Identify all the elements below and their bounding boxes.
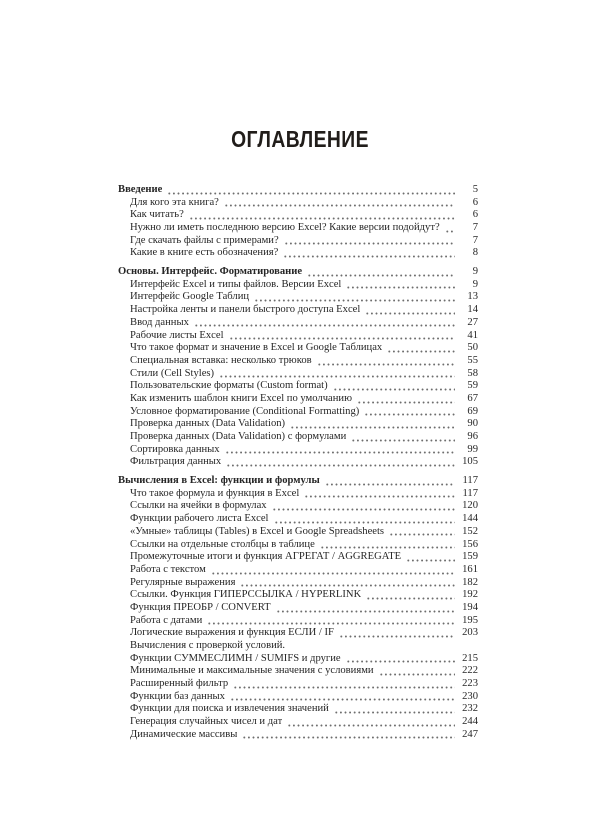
entry-title: Работа с датами (130, 614, 203, 626)
entry-title: Как изменить шаблон книги Excel по умолчанию (130, 392, 352, 404)
section-page-number: 117 (462, 475, 478, 487)
toc-entry (118, 678, 478, 691)
entry-title: Стили (Cell Styles) (130, 367, 215, 379)
dot-leader (224, 198, 455, 209)
toc-entry (118, 577, 478, 590)
entry-page-number: 120 (462, 500, 478, 512)
entry-title: Для кого эта книга? (130, 196, 219, 208)
entry-title: Функции баз данных (130, 690, 225, 702)
dot-leader (366, 591, 455, 602)
dot-leader (307, 268, 455, 279)
entry-title: Проверка данных (Data Validation) (130, 418, 286, 430)
toc-section (118, 266, 478, 469)
entry-page-number: 161 (462, 563, 478, 575)
dot-leader (290, 420, 455, 431)
dot-leader (364, 407, 455, 418)
entry-title: Специальная вставка: несколько трюков (130, 354, 312, 366)
toc-section-items (118, 488, 478, 742)
dot-leader (287, 718, 455, 729)
entry-page-number: 195 (462, 614, 478, 626)
entry-page-number: 223 (462, 678, 478, 690)
dot-leader (379, 667, 455, 678)
toc-section (118, 475, 478, 741)
toc-section-items (118, 197, 478, 260)
entry-title: Рабочие листы Excel (130, 329, 224, 341)
entry-page-number: 27 (467, 316, 478, 328)
toc-entry (118, 393, 478, 406)
dot-leader (226, 458, 455, 469)
entry-page-number: 9 (472, 278, 478, 290)
entry-title: Расширенный фильтр (130, 678, 229, 690)
toc-entry (118, 279, 478, 292)
entry-page-number: 152 (462, 525, 478, 537)
dot-leader (207, 616, 455, 627)
entry-page-number: 6 (472, 209, 478, 221)
dot-leader (346, 654, 455, 665)
toc-entry (118, 247, 478, 260)
entry-title: Вычисления с проверкой условий. (130, 640, 286, 652)
entry-page-number: 96 (467, 431, 478, 443)
toc-entry (118, 292, 478, 305)
entry-title: Функции рабочего листа Excel (130, 513, 269, 525)
entry-title: Интерфейс Excel и типы файлов. Версии Excel (130, 278, 342, 290)
entry-title: Нужно ли иметь последнюю версию Excel? Какие версии подойдут? (130, 222, 440, 234)
toc-entry (118, 513, 478, 526)
dot-leader (387, 344, 455, 355)
dot-leader (272, 502, 455, 513)
entry-title: Функции СУММЕСЛИМН / SUMIFS и другие (130, 652, 341, 664)
toc-entry (118, 444, 478, 457)
dot-leader (283, 249, 455, 260)
toc-entry (118, 501, 478, 514)
entry-page-number: 59 (467, 380, 478, 392)
entry-title: Логические выражения и функция ЕСЛИ / IF (130, 627, 334, 639)
entry-page-number: 41 (467, 329, 478, 341)
entry-title: Как читать? (130, 209, 184, 221)
entry-page-number: 117 (462, 487, 478, 499)
section-page-number: 9 (472, 266, 478, 278)
entry-title: Какие в книге есть обозначения? (130, 247, 279, 259)
toc-entry (118, 716, 478, 729)
dot-leader (274, 515, 456, 526)
entry-title: Что такое формула и функция в Excel (130, 487, 300, 499)
toc-section-items (118, 279, 478, 469)
toc-entry (118, 615, 478, 628)
entry-title: Минимальные и максимальные значения с условиями (130, 665, 374, 677)
entry-title: Промежуточные итоги и функция АГРЕГАТ / AGGREGATE (130, 551, 402, 563)
dot-leader (339, 629, 455, 640)
toc-entry (118, 564, 478, 577)
entry-page-number: 58 (467, 367, 478, 379)
entry-page-number: 194 (462, 601, 478, 613)
section-title: Вычисления в Excel: функции и формулы (118, 475, 320, 487)
toc-entry (118, 691, 478, 704)
entry-title: Ссылки. Функция ГИПЕРССЫЛКА / HYPERLINK (130, 589, 362, 601)
toc-entry (118, 704, 478, 717)
entry-page-number: 13 (467, 291, 478, 303)
toc-entry (118, 526, 478, 539)
toc-entry (118, 342, 478, 355)
section-title: Введение (118, 183, 163, 195)
toc-entry (118, 653, 478, 666)
entry-page-number: 159 (462, 551, 478, 563)
toc-entry (118, 317, 478, 330)
toc-entry (118, 589, 478, 602)
entry-page-number: 247 (462, 728, 478, 740)
dot-leader (254, 293, 455, 304)
entry-title: Сортировка данных (130, 443, 220, 455)
dot-leader (445, 224, 455, 235)
entry-title: Пользовательские форматы (Custom format) (130, 380, 328, 392)
dot-leader (219, 369, 455, 380)
dot-leader (242, 731, 455, 742)
toc-entry (118, 602, 478, 615)
toc-entry (118, 627, 478, 640)
dot-leader (334, 705, 455, 716)
entry-title: Функция ПРЕОБР / CONVERT (130, 601, 271, 613)
toc-entry (118, 197, 478, 210)
entry-page-number: 222 (462, 665, 478, 677)
dot-leader (365, 306, 455, 317)
dot-leader (406, 553, 455, 564)
dot-leader (230, 693, 455, 704)
toc (118, 184, 478, 742)
toc-section-header (118, 184, 478, 197)
entry-title: Ссылки на ячейки в формулах (130, 500, 267, 512)
entry-page-number: 192 (462, 589, 478, 601)
dot-leader (346, 281, 455, 292)
dot-leader (167, 186, 455, 197)
dot-leader (194, 319, 455, 330)
entry-page-number: 90 (467, 418, 478, 430)
toc-entry (118, 380, 478, 393)
dot-leader (211, 566, 455, 577)
entry-page-number: 99 (467, 443, 478, 455)
entry-page-number: 55 (467, 354, 478, 366)
toc-entry (118, 235, 478, 248)
toc-entry (118, 330, 478, 343)
entry-title: Регулярные выражения (130, 576, 236, 588)
entry-page-number: 144 (462, 513, 478, 525)
toc-section (118, 184, 478, 260)
entry-page-number: 244 (462, 716, 478, 728)
toc-entry (118, 456, 478, 469)
entry-title: Настройка ленты и панели быстрого доступа Excel (130, 304, 361, 316)
dot-leader (320, 540, 455, 551)
dot-leader (357, 395, 455, 406)
entry-page-number: 7 (472, 222, 478, 234)
toc-entry (118, 368, 478, 381)
dot-leader (233, 680, 455, 691)
toc-entry (118, 304, 478, 317)
toc-entry (118, 406, 478, 419)
dot-leader (240, 578, 455, 589)
dot-leader (333, 382, 455, 393)
toc-entry-wrap-line (118, 640, 478, 653)
toc-section-header (118, 475, 478, 488)
entry-title: «Умные» таблицы (Tables) в Excel и Google Spreadsheets (130, 525, 385, 537)
entry-title: Интерфейс Google Таблиц (130, 291, 250, 303)
dot-leader (304, 490, 455, 501)
entry-page-number: 232 (462, 703, 478, 715)
dot-leader (317, 357, 455, 368)
entry-page-number: 215 (462, 652, 478, 664)
section-title: Основы. Интерфейс. Форматирование (118, 266, 303, 278)
toc-entry (118, 431, 478, 444)
entry-page-number: 105 (462, 456, 478, 468)
entry-page-number: 203 (462, 627, 478, 639)
entry-page-number: 69 (467, 405, 478, 417)
toc-entry (118, 418, 478, 431)
entry-page-number: 50 (467, 342, 478, 354)
entry-page-number: 7 (472, 234, 478, 246)
dot-leader (284, 236, 455, 247)
page-title: ОГЛАВЛЕНИЕ (231, 126, 369, 152)
dot-leader (189, 211, 455, 222)
dot-leader (276, 604, 455, 615)
toc-entry (118, 729, 478, 742)
dot-leader (389, 528, 455, 539)
entry-title: Работа с текстом (130, 563, 206, 575)
entry-page-number: 6 (472, 196, 478, 208)
entry-title: Ссылки на отдельные столбцы в таблице (130, 538, 315, 550)
dot-leader (351, 433, 455, 444)
dot-leader (325, 477, 455, 488)
toc-entry (118, 539, 478, 552)
entry-title: Фильтрация данных (130, 456, 222, 468)
entry-page-number: 230 (462, 690, 478, 702)
dot-leader (229, 331, 455, 342)
toc-entry (118, 209, 478, 222)
entry-page-number: 67 (467, 392, 478, 404)
toc-entry (118, 355, 478, 368)
entry-title: Динамические массивы (130, 728, 238, 740)
entry-page-number: 8 (472, 247, 478, 259)
entry-page-number: 156 (462, 538, 478, 550)
entry-title: Функции для поиска и извлечения значений (130, 703, 329, 715)
entry-title: Условное форматирование (Conditional Formatting) (130, 405, 360, 417)
toc-section-header (118, 266, 478, 279)
toc-entry (118, 551, 478, 564)
entry-title: Что такое формат и значение в Excel и Google Таблицах (130, 342, 383, 354)
entry-title: Проверка данных (Data Validation) с формулами (130, 431, 347, 443)
entry-page-number: 14 (467, 304, 478, 316)
entry-title: Генерация случайных чисел и дат (130, 716, 283, 728)
section-page-number: 5 (472, 183, 478, 195)
toc-entry (118, 222, 478, 235)
entry-title: Где скачать файлы с примерами? (130, 234, 279, 246)
toc-entry (118, 665, 478, 678)
entry-page-number: 182 (462, 576, 478, 588)
toc-entry (118, 488, 478, 501)
dot-leader (225, 445, 455, 456)
entry-title: Ввод данных (130, 316, 189, 328)
